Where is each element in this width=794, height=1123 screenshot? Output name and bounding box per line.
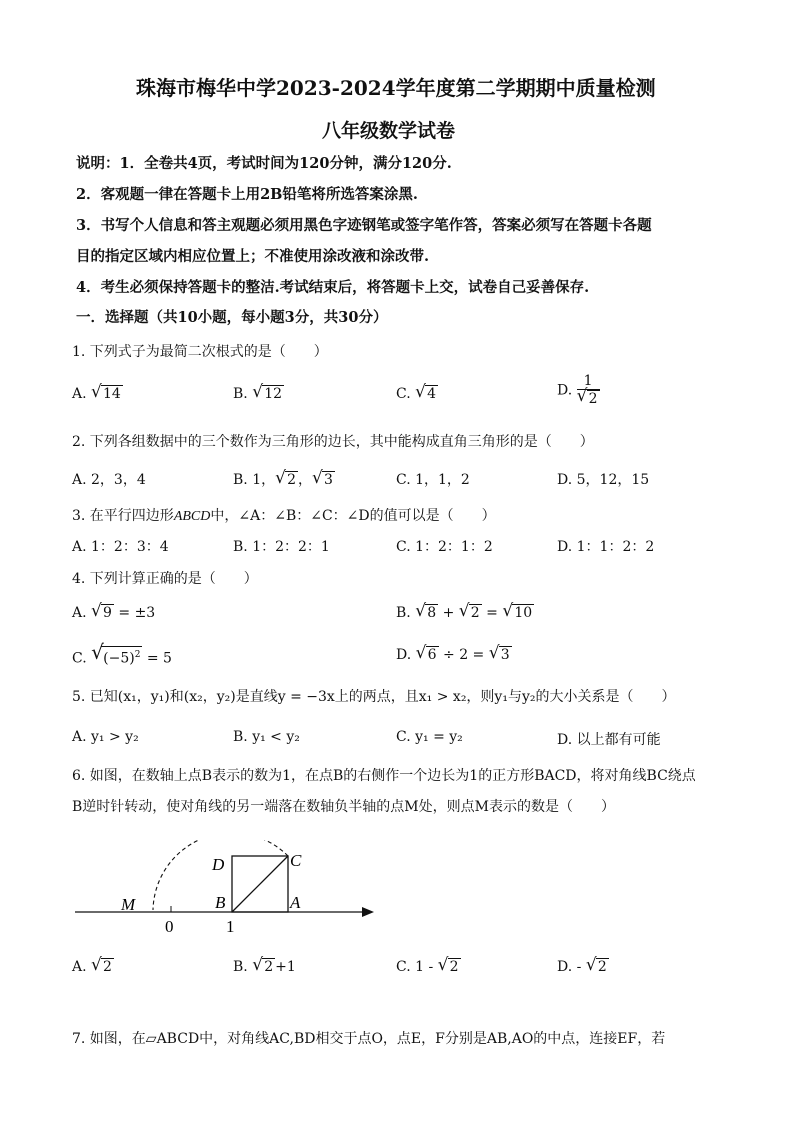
page-subtitle: 八年级数学试卷 (322, 120, 456, 142)
option-text: = 5 (142, 650, 172, 667)
q6-option-a (72, 955, 114, 975)
option-label: A. (72, 959, 87, 975)
arrow-icon (362, 907, 374, 917)
q1-option-d (557, 373, 600, 408)
label-zero: 0 (165, 917, 174, 935)
question-6-stem-1: 6. 如图，在数轴上点B表示的数为1，在点B的右侧作一个边长为1的正方形BACD，将对角线BC绕点 (72, 768, 696, 784)
radical: √ 3 (488, 643, 510, 663)
radical: √ 9 (91, 601, 112, 621)
option-label: A. (72, 386, 87, 402)
option-text: = ±3 (113, 605, 156, 621)
option-label: B. (233, 959, 248, 975)
q2-option-b (233, 469, 335, 489)
radical: √ 2 (458, 601, 480, 621)
stem-text: 3. 在平行四边形 (72, 508, 174, 524)
q3-option-a: A. 1：2：3：4 (72, 539, 169, 555)
q4-option-c (72, 640, 172, 667)
diagonal-bc (232, 856, 288, 912)
radical: √ 8 (415, 601, 437, 621)
q4-option-a (72, 601, 156, 621)
label-a: A (290, 893, 301, 912)
radical: √ 3 (312, 468, 333, 488)
operator: = (481, 605, 503, 621)
question-4-stem: 4. 下列计算正确的是（ ） (72, 571, 258, 587)
question-2-stem: 2. 下列各组数据中的三个数作为三角形的边长，其中能构成直角三角形的是（ ） (72, 434, 594, 450)
number-line-figure (70, 840, 390, 935)
radical: √ 2 (252, 955, 274, 975)
radical: √ 12 (252, 382, 283, 402)
q2-option-d: D. 5，12，15 (557, 472, 650, 488)
radical: √ $(-5)^2$ (91, 640, 141, 667)
q6-option-c (396, 955, 461, 975)
label-one: 1 (226, 917, 235, 935)
option-label: B. (396, 605, 411, 621)
option-label: C. 1 - (396, 959, 438, 975)
q5-option-c: C. y₁ = y₂ (396, 729, 463, 745)
radical: √ 2 (437, 955, 459, 975)
radical: √ 2 (91, 955, 112, 975)
q3-option-b: B. 1：2：2：1 (233, 539, 330, 555)
fraction: 1 √ 2 (576, 373, 598, 407)
instruction-4: 4．考生必须保持答题卡的整洁.考试结束后，将答题卡上交，试卷自己妥善保存. (76, 279, 590, 296)
question-6-stem-2: B逆时针转动，使对角线的另一端落在数轴负半轴的点M处，则点M表示的数是（ ） (72, 799, 615, 815)
label-b: B (215, 893, 226, 912)
instruction-2: 2．客观题一律在答题卡上用2B铅笔将所选答案涂黑. (76, 186, 418, 203)
q1-option-b (233, 382, 284, 402)
radical: √ 2 (585, 955, 607, 975)
page-title: 珠海市梅华中学2023-2024学年度第二学期期中质量检测 (136, 76, 656, 100)
q6-option-d (557, 955, 609, 975)
option-text: B. 1， (233, 472, 276, 488)
question-5-stem: 5. 已知(x₁，y₁)和(x₂，y₂)是直线y = −3x上的两点，且x₁ > x₂，则y₁与y₂的大小关系是（ ） (72, 689, 676, 705)
question-3-stem (72, 505, 496, 525)
q5-option-d: D. 以上都有可能 (557, 732, 661, 748)
q1-option-a (72, 382, 123, 402)
q5-option-b: B. y₁ < y₂ (233, 729, 300, 745)
radical: √ 2 (275, 468, 297, 488)
option-label: A. (72, 605, 87, 621)
q1-option-c (396, 382, 438, 402)
q5-option-a: A. y₁ > y₂ (72, 729, 139, 745)
section-heading: 一．选择题（共10小题，每小题3分，共30分） (76, 309, 388, 326)
question-1-stem: 1. 下列式子为最简二次根式的是（ ） (72, 344, 328, 360)
variable: ABCD (173, 509, 211, 524)
radical: √ 10 (502, 601, 533, 621)
option-text: +1 (275, 959, 296, 975)
operator: + (438, 605, 459, 621)
option-label: D. (396, 647, 412, 663)
instruction-1: 说明：1．全卷共4页，考试时间为120分钟，满分120分. (76, 155, 452, 172)
option-label: D. - (557, 959, 586, 975)
q4-option-b (396, 601, 534, 621)
radical: √ 14 (91, 382, 121, 402)
option-label: D. (557, 382, 573, 399)
instruction-3b: 目的指定区域内相应位置上；不准使用涂改液和涂改带. (76, 248, 430, 265)
q2-option-c: C. 1，1，2 (396, 472, 470, 488)
option-label: C. (72, 650, 87, 667)
q3-option-c: C. 1：2：1：2 (396, 539, 493, 555)
q2-option-a: A. 2，3，4 (72, 472, 146, 488)
option-text: ÷ 2 = (438, 647, 489, 663)
stem-text: 中，∠A：∠B：∠C：∠D的值可以是（ ） (210, 508, 496, 524)
radical: √ 6 (415, 643, 437, 663)
option-label: C. (396, 386, 411, 402)
instruction-3a: 3．书写个人信息和答主观题必须用黑色字迹钢笔或签字笔作答，答案必须写在答题卡各题 (76, 217, 652, 234)
option-label: B. (233, 386, 248, 402)
question-7-stem: 7. 如图，在▱ABCD中，对角线AC,BD相交于点O，点E，F分别是AB,AO的中点，连接EF，若 (72, 1031, 666, 1047)
separator: ， (298, 472, 313, 488)
label-d: D (212, 855, 225, 874)
radical: √ 4 (415, 382, 437, 402)
label-c: C (290, 851, 302, 870)
q3-option-d: D. 1：1：2：2 (557, 539, 655, 555)
q4-option-d (396, 643, 512, 663)
label-m: M (121, 895, 136, 914)
q6-option-b (233, 955, 296, 975)
